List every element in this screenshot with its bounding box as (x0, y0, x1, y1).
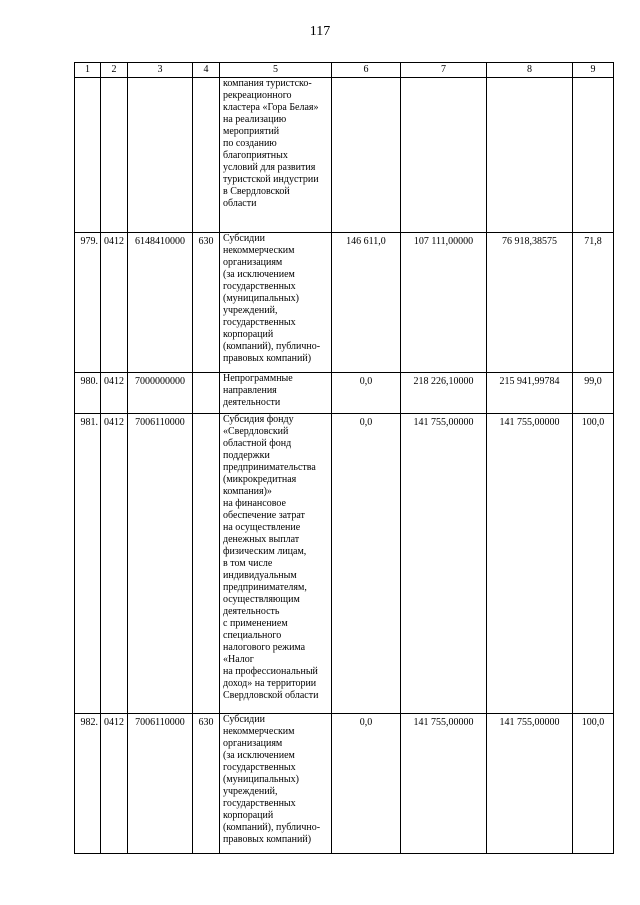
target-article-code: 7000000000 (128, 373, 193, 414)
target-article-code (128, 78, 193, 233)
row-number: 981. (75, 414, 101, 714)
item-name-cell (220, 414, 332, 714)
approved-amount: 141 755,00000 (401, 414, 487, 714)
column-header: 8 (487, 63, 573, 78)
column-header: 5 (220, 63, 332, 78)
expense-kind-code (193, 414, 220, 714)
plan-amount: 146 611,0 (332, 233, 401, 373)
item-name-cell (220, 714, 332, 854)
item-name: Непрограммные направления деятельности (223, 373, 293, 408)
item-name: Субсидии некоммерческим организациям (за исключением государственных (муниципальных) учреждений, государственных корпораций (компаний), публично- правовых компаний) (223, 714, 321, 845)
row-number: 982. (75, 714, 101, 854)
plan-amount: 0,0 (332, 414, 401, 714)
section-code: 0412 (101, 233, 128, 373)
target-article-code: 6148410000 (128, 233, 193, 373)
plan-amount: 0,0 (332, 373, 401, 414)
row-number: 980. (75, 373, 101, 414)
execution-percent (573, 78, 614, 233)
column-header: 4 (193, 63, 220, 78)
row-number (75, 78, 101, 233)
execution-percent: 71,8 (573, 233, 614, 373)
expense-kind-code (193, 373, 220, 414)
expense-kind-code: 630 (193, 714, 220, 854)
column-header: 6 (332, 63, 401, 78)
table-row (75, 233, 614, 373)
budget-table (74, 62, 614, 854)
section-code: 0412 (101, 714, 128, 854)
execution-percent: 99,0 (573, 373, 614, 414)
item-name-cell (220, 78, 332, 233)
column-header: 9 (573, 63, 614, 78)
table-row (75, 714, 614, 854)
executed-amount: 76 918,38575 (487, 233, 573, 373)
table-row (75, 414, 614, 714)
approved-amount: 107 111,00000 (401, 233, 487, 373)
column-header: 3 (128, 63, 193, 78)
executed-amount: 141 755,00000 (487, 714, 573, 854)
expense-kind-code: 630 (193, 233, 220, 373)
plan-amount (332, 78, 401, 233)
table-row (75, 373, 614, 414)
section-code: 0412 (101, 373, 128, 414)
executed-amount: 215 941,99784 (487, 373, 573, 414)
target-article-code: 7006110000 (128, 414, 193, 714)
approved-amount: 141 755,00000 (401, 714, 487, 854)
section-code: 0412 (101, 414, 128, 714)
target-article-code: 7006110000 (128, 714, 193, 854)
column-header: 1 (75, 63, 101, 78)
item-name: компания туристско- рекреационного кластера «Гора Белая» на реализацию мероприятий по созданию благоприятных условий для развития туристской индустрии в Свердловской области (223, 78, 319, 209)
approved-amount: 218 226,10000 (401, 373, 487, 414)
executed-amount: 141 755,00000 (487, 414, 573, 714)
approved-amount (401, 78, 487, 233)
page-number: 117 (309, 24, 331, 39)
item-name-cell (220, 373, 332, 414)
table-row (75, 78, 614, 233)
executed-amount (487, 78, 573, 233)
table-header-row (75, 63, 614, 78)
item-name-cell (220, 233, 332, 373)
section-code (101, 78, 128, 233)
execution-percent: 100,0 (573, 714, 614, 854)
row-number: 979. (75, 233, 101, 373)
item-name: Субсидия фонду «Свердловский областной фонд поддержки предпринимательства (микрокредитная компания)» на финансовое обеспечение затрат на осуществление денежных выплат физическим лицам, в том числе индивидуальным предпринимателям, осуществляющим деятельность с применением специального налогового режима «Налог на профессиональный доход» на территории Свердловской области (223, 414, 319, 701)
item-name: Субсидии некоммерческим организациям (за исключением государственных (муниципальных) учреждений, государственных корпораций (компаний), публично- правовых компаний) (223, 233, 321, 364)
column-header: 2 (101, 63, 128, 78)
execution-percent: 100,0 (573, 414, 614, 714)
expense-kind-code (193, 78, 220, 233)
plan-amount: 0,0 (332, 714, 401, 854)
column-header: 7 (401, 63, 487, 78)
